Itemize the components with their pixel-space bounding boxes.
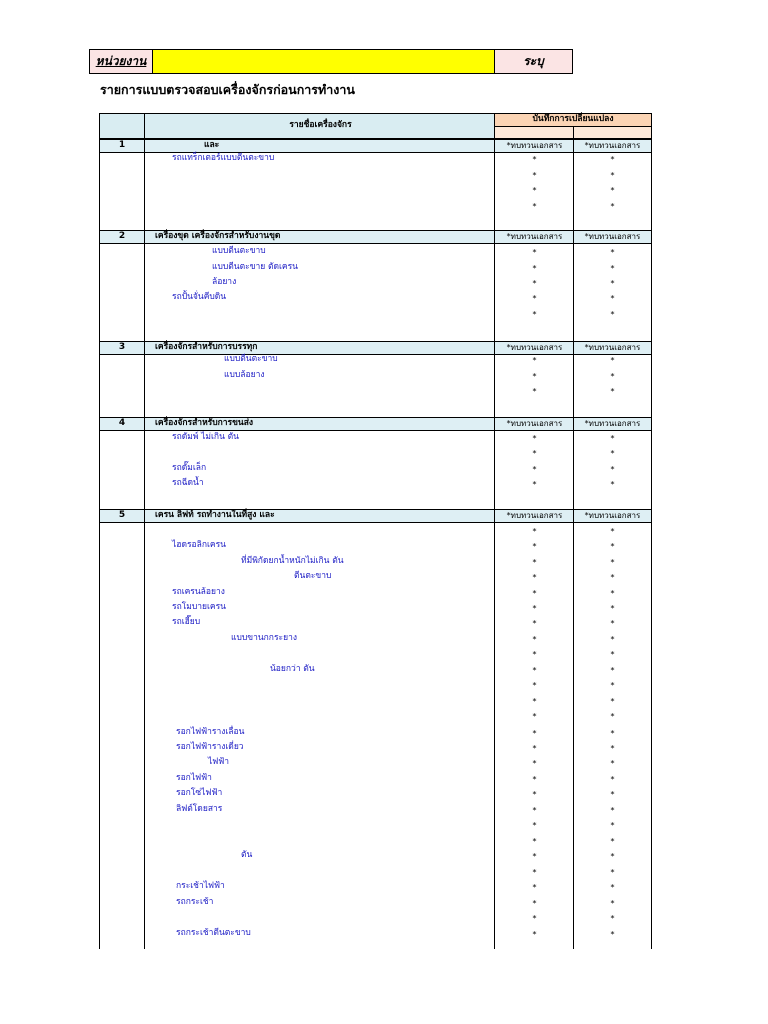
column-border	[494, 509, 495, 523]
column-border	[494, 417, 495, 431]
check-mark[interactable]: *	[532, 650, 537, 659]
check-mark[interactable]: *	[610, 480, 615, 489]
review-document-label: *ทบทวนเอกสาร	[506, 343, 563, 352]
check-mark[interactable]: *	[532, 356, 537, 365]
machine-item: แบบขานกกระยาง	[231, 633, 297, 643]
check-mark[interactable]: *	[610, 372, 615, 381]
check-mark[interactable]: *	[610, 914, 615, 923]
check-mark[interactable]: *	[610, 465, 615, 474]
check-mark[interactable]: *	[610, 186, 615, 195]
machine-item: รถปั้นจั่นคีบดิน	[172, 292, 227, 302]
check-mark[interactable]: *	[532, 914, 537, 923]
section-title: เครื่องขุด เครื่องจักรสำหรับงานขุด	[155, 231, 281, 241]
check-mark[interactable]: *	[610, 171, 615, 180]
check-mark[interactable]: *	[610, 837, 615, 846]
column-border	[144, 509, 145, 949]
check-mark[interactable]: *	[610, 434, 615, 443]
column-border	[651, 509, 652, 949]
check-mark[interactable]: *	[610, 775, 615, 784]
review-document-label: *ทบทวนเอกสาร	[584, 232, 641, 241]
column-border	[651, 509, 652, 523]
check-mark[interactable]: *	[610, 883, 615, 892]
check-mark[interactable]: *	[610, 542, 615, 551]
check-mark[interactable]: *	[610, 930, 615, 939]
column-border	[651, 341, 652, 355]
check-mark[interactable]: *	[532, 930, 537, 939]
check-mark[interactable]: *	[610, 558, 615, 567]
check-mark[interactable]: *	[610, 387, 615, 396]
machine-item: รถโมบายเครน	[172, 602, 226, 612]
check-mark[interactable]: *	[610, 279, 615, 288]
machine-item: ไฟฟ้า	[208, 757, 230, 767]
check-mark[interactable]: *	[610, 527, 615, 536]
check-mark[interactable]: *	[532, 248, 537, 257]
machine-item: รถกระเช้าตีนตะขาบ	[176, 928, 251, 938]
check-mark[interactable]: *	[532, 202, 537, 211]
review-document-label: *ทบทวนเอกสาร	[506, 232, 563, 241]
check-mark[interactable]: *	[610, 202, 615, 211]
column-border	[651, 417, 652, 431]
check-mark[interactable]: *	[532, 744, 537, 753]
machine-item: รถฉีดน้ำ	[172, 478, 204, 488]
check-mark[interactable]: *	[610, 806, 615, 815]
check-mark[interactable]: *	[532, 837, 537, 846]
check-mark[interactable]: *	[610, 899, 615, 908]
review-document-label: *ทบทวนเอกสาร	[584, 141, 641, 150]
check-mark[interactable]: *	[532, 899, 537, 908]
check-mark[interactable]: *	[610, 449, 615, 458]
machine-item: รอกโซ่ไฟฟ้า	[176, 788, 223, 798]
check-mark[interactable]: *	[532, 790, 537, 799]
check-mark[interactable]: *	[532, 310, 537, 319]
section-title: เครน ลิฟท์ รถทำงานในที่สูง และ	[155, 510, 275, 520]
column-border	[144, 230, 145, 341]
check-mark[interactable]: *	[532, 264, 537, 273]
check-mark[interactable]: *	[532, 171, 537, 180]
check-mark[interactable]: *	[532, 542, 537, 551]
column-border	[494, 139, 495, 153]
check-mark[interactable]: *	[532, 155, 537, 164]
check-mark[interactable]: *	[610, 573, 615, 582]
unit-label: หน่วยงาน	[89, 49, 153, 74]
check-mark[interactable]: *	[610, 790, 615, 799]
name-column-header: รายชื่อเครื่องจักร	[289, 120, 352, 130]
machine-item: รถแทร็กเตอร์แบบตีนตะขาบ	[172, 153, 275, 163]
check-mark[interactable]: *	[532, 868, 537, 877]
check-mark[interactable]: *	[610, 155, 615, 164]
machine-item: ที่มีพิกัดยกน้ำหนักไม่เกิน ตัน	[241, 556, 344, 566]
check-mark[interactable]: *	[610, 666, 615, 675]
unit-value-field[interactable]	[153, 49, 495, 74]
machine-item: แบบตีนตะขาบ	[212, 246, 266, 256]
machine-item: แบบตีนตะขาบ	[224, 354, 278, 364]
column-border	[99, 230, 100, 341]
check-mark[interactable]: *	[610, 248, 615, 257]
check-mark[interactable]: *	[610, 619, 615, 628]
machine-item: รอกไฟฟ้า	[176, 773, 212, 783]
check-mark[interactable]: *	[610, 868, 615, 877]
column-border	[494, 509, 495, 949]
machine-item: กระเช้าไฟฟ้า	[176, 881, 225, 891]
check-mark[interactable]: *	[532, 852, 537, 861]
check-mark[interactable]: *	[610, 759, 615, 768]
column-border	[651, 139, 652, 153]
check-mark[interactable]: *	[610, 310, 615, 319]
check-mark[interactable]: *	[532, 635, 537, 644]
check-mark[interactable]: *	[610, 264, 615, 273]
check-mark[interactable]: *	[610, 821, 615, 830]
section-title: เครื่องจักรสำหรับการบรรทุก	[155, 342, 258, 352]
check-mark[interactable]: *	[532, 480, 537, 489]
check-mark[interactable]: *	[532, 573, 537, 582]
check-mark[interactable]: *	[532, 294, 537, 303]
section-title: เครื่องจักรสำหรับการขนส่ง	[155, 418, 254, 428]
check-mark[interactable]: *	[532, 729, 537, 738]
machine-item: รถเฮี๊ยบ	[172, 617, 201, 627]
check-mark[interactable]: *	[532, 821, 537, 830]
check-mark[interactable]: *	[532, 806, 537, 815]
changes-subheader-1	[494, 126, 574, 139]
column-border	[494, 341, 495, 355]
section-number: 2	[118, 231, 126, 241]
check-mark[interactable]: *	[532, 387, 537, 396]
review-document-label: *ทบทวนเอกสาร	[506, 419, 563, 428]
machine-item: รถดัมพ์ ไม่เกิน ตัน	[172, 432, 239, 442]
changes-column-header: บันทึกการเปลี่ยนแปลง	[532, 114, 614, 124]
check-mark[interactable]: *	[610, 635, 615, 644]
review-document-label: *ทบทวนเอกสาร	[506, 511, 563, 520]
changes-header-cell	[494, 113, 652, 127]
machine-item: ล้อยาง	[212, 277, 237, 287]
machine-item: แบบล้อยาง	[224, 370, 265, 380]
check-mark[interactable]: *	[532, 589, 537, 598]
check-mark[interactable]: *	[532, 604, 537, 613]
check-mark[interactable]: *	[610, 852, 615, 861]
check-mark[interactable]: *	[532, 619, 537, 628]
machine-item: รอกไฟฟ้ารางเดี่ยว	[176, 742, 244, 752]
review-document-label: *ทบทวนเอกสาร	[584, 343, 641, 352]
review-document-label: *ทบทวนเอกสาร	[584, 511, 641, 520]
section-number: 3	[118, 342, 126, 352]
review-document-label: *ทบทวนเอกสาร	[584, 419, 641, 428]
check-mark[interactable]: *	[610, 650, 615, 659]
document-title: รายการแบบตรวจสอบเครื่องจักรก่อนการทำงาน	[100, 82, 355, 97]
check-mark[interactable]: *	[610, 681, 615, 690]
check-mark[interactable]: *	[532, 681, 537, 690]
machine-item: รถกระเช้า	[176, 897, 214, 907]
check-mark[interactable]: *	[610, 356, 615, 365]
check-mark[interactable]: *	[532, 186, 537, 195]
machine-item: แบบตีนตะขาย ตัดเครน	[212, 262, 298, 272]
check-mark[interactable]: *	[532, 279, 537, 288]
column-border	[99, 509, 100, 949]
machine-item: ตีนตะขาบ	[294, 571, 332, 581]
machine-item: รถดั๊มเล็ก	[172, 463, 207, 473]
check-mark[interactable]: *	[610, 712, 615, 721]
check-mark[interactable]: *	[532, 666, 537, 675]
machine-item: ไฮดรอลิกเครน	[172, 540, 226, 550]
check-mark[interactable]: *	[532, 449, 537, 458]
check-mark[interactable]: *	[532, 434, 537, 443]
check-mark[interactable]: *	[532, 527, 537, 536]
number-header-cell	[99, 113, 145, 139]
check-mark[interactable]: *	[610, 744, 615, 753]
check-mark[interactable]: *	[610, 294, 615, 303]
check-mark[interactable]: *	[532, 883, 537, 892]
machine-item: รถเครนล้อยาง	[172, 587, 225, 597]
review-document-label: *ทบทวนเอกสาร	[506, 141, 563, 150]
column-border	[494, 230, 495, 244]
specify-label: ระบุ	[495, 49, 573, 74]
check-mark[interactable]: *	[532, 465, 537, 474]
section-number: 4	[118, 418, 126, 428]
check-mark[interactable]: *	[532, 712, 537, 721]
column-border	[651, 230, 652, 341]
machine-item: ลิฟต์โดยสาร	[176, 804, 223, 814]
machine-item: รอกไฟฟ้ารางเลื่อน	[176, 727, 245, 737]
section-number: 1	[118, 140, 126, 150]
name-header-cell	[144, 113, 495, 139]
check-mark[interactable]: *	[532, 558, 537, 567]
section-title: และ	[204, 140, 220, 150]
check-mark[interactable]: *	[532, 759, 537, 768]
machine-item: ตัน	[241, 850, 253, 860]
check-mark[interactable]: *	[532, 775, 537, 784]
check-mark[interactable]: *	[610, 697, 615, 706]
check-mark[interactable]: *	[532, 697, 537, 706]
changes-subheader-2	[573, 126, 652, 139]
check-mark[interactable]: *	[610, 729, 615, 738]
column-border	[651, 230, 652, 244]
check-mark[interactable]: *	[532, 372, 537, 381]
check-mark[interactable]: *	[610, 604, 615, 613]
section-number: 5	[118, 510, 126, 520]
check-mark[interactable]: *	[610, 589, 615, 598]
machine-item: น้อยกว่า ตัน	[270, 664, 315, 674]
column-border	[494, 230, 495, 341]
